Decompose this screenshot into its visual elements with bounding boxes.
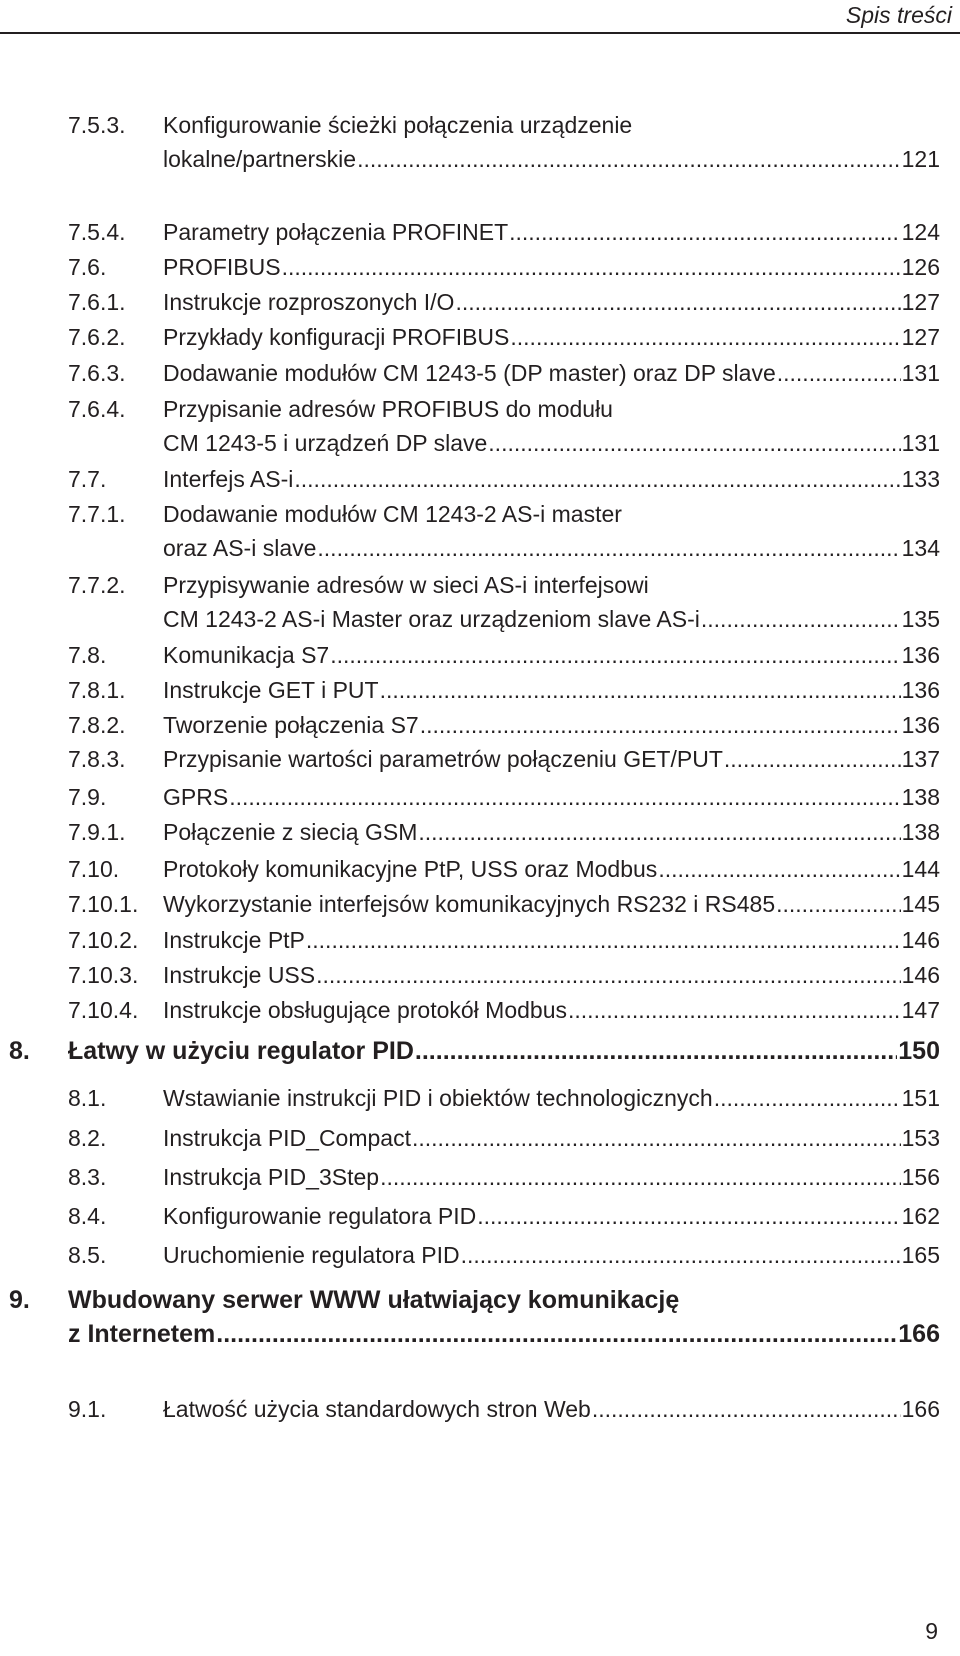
toc-entry-title-line bbox=[163, 958, 940, 992]
toc-entry-number: 7.5.4. bbox=[68, 219, 126, 245]
toc-leader-dots bbox=[509, 215, 901, 249]
toc-entry-number: 8.5. bbox=[68, 1242, 107, 1268]
toc-entry-number: 8. bbox=[9, 1037, 30, 1065]
toc-entry-title: Dodawanie modułów CM 1243-5 (DP master) oraz DP slave bbox=[163, 360, 776, 386]
toc-entry-page: 127 bbox=[901, 289, 940, 315]
toc-entry-title-line bbox=[163, 742, 940, 776]
page-header bbox=[0, 0, 960, 34]
toc-entry bbox=[0, 462, 960, 496]
toc-entry-page: 137 bbox=[901, 746, 940, 772]
toc-entry-title-line bbox=[163, 497, 940, 531]
toc-entry-page: 133 bbox=[901, 466, 940, 492]
toc-entry-title-line bbox=[163, 708, 940, 742]
toc-entry-page: 147 bbox=[901, 997, 940, 1023]
toc-leader-dots bbox=[306, 923, 901, 957]
toc-entry-title: Tworzenie połączenia S7 bbox=[163, 712, 419, 738]
toc-entry bbox=[0, 320, 960, 354]
toc-entry-page: 162 bbox=[901, 1203, 940, 1229]
toc-entry-title-line bbox=[68, 1283, 940, 1317]
toc-entry-title: Łatwy w użyciu regulator PID bbox=[68, 1037, 414, 1065]
toc-entry-page: 138 bbox=[901, 819, 940, 845]
toc-leader-dots bbox=[412, 1121, 901, 1155]
toc-entry bbox=[0, 356, 960, 390]
toc-leader-dots bbox=[229, 780, 900, 814]
toc-entry-title-line bbox=[163, 1392, 940, 1426]
toc-entry bbox=[0, 852, 960, 886]
toc-entry-number: 7.7.2. bbox=[68, 572, 126, 598]
toc-entry bbox=[0, 215, 960, 249]
toc-entry-page: 166 bbox=[901, 1396, 940, 1422]
toc-entry-title: Przykłady konfiguracji PROFIBUS bbox=[163, 324, 510, 350]
toc-entry-title: GPRS bbox=[163, 784, 229, 810]
toc-entry-number: 8.3. bbox=[68, 1164, 107, 1190]
toc-entry bbox=[0, 1392, 960, 1426]
toc-entry-number: 7.5.3. bbox=[68, 112, 126, 138]
toc-entry-page: 131 bbox=[901, 430, 940, 456]
toc-entry-title-line bbox=[163, 320, 940, 354]
toc-leader-dots bbox=[216, 1317, 897, 1351]
toc-entry-title-line bbox=[163, 602, 940, 636]
toc-entry-title: Przypisywanie adresów w sieci AS-i interfejsowi bbox=[163, 572, 649, 598]
toc-entry-page: 126 bbox=[901, 254, 940, 280]
toc-entry-title-line bbox=[163, 1199, 940, 1233]
toc-entry-title: lokalne/partnerskie bbox=[163, 146, 357, 172]
toc-entry bbox=[0, 497, 960, 565]
toc-leader-dots bbox=[461, 1238, 901, 1272]
toc-chapter bbox=[0, 1034, 960, 1068]
toc-leader-dots bbox=[380, 1160, 901, 1194]
toc-entry-number: 7.8.3. bbox=[68, 746, 126, 772]
toc-entry-title: Komunikacja S7 bbox=[163, 642, 330, 668]
toc-entry-title-line bbox=[163, 780, 940, 814]
toc-leader-dots bbox=[420, 708, 901, 742]
toc-entry-number: 7.10.4. bbox=[68, 997, 139, 1023]
toc-entry-title-line bbox=[163, 852, 940, 886]
toc-entry-title-line bbox=[163, 285, 940, 319]
toc-entry-title-line bbox=[163, 1121, 940, 1155]
toc-leader-dots bbox=[317, 531, 900, 565]
toc-entry-title: Instrukcja PID_Compact bbox=[163, 1125, 411, 1151]
toc-entry-number: 7.6.1. bbox=[68, 289, 126, 315]
toc-entry-title-line bbox=[163, 250, 940, 284]
toc-entry-page: 136 bbox=[901, 642, 940, 668]
toc-leader-dots bbox=[415, 1034, 897, 1068]
toc-entry-number: 7.8. bbox=[68, 642, 107, 668]
toc-entry-page: 127 bbox=[901, 324, 940, 350]
toc-leader-dots bbox=[701, 602, 901, 636]
toc-entry bbox=[0, 285, 960, 319]
toc-entry-page: 145 bbox=[901, 891, 940, 917]
toc-entry-page: 136 bbox=[901, 677, 940, 703]
toc-chapter bbox=[0, 1283, 960, 1351]
toc-leader-dots bbox=[357, 142, 901, 176]
toc-leader-dots bbox=[282, 250, 901, 284]
toc-entry-title-line bbox=[163, 815, 940, 849]
toc-entry-title: Instrukcje USS bbox=[163, 962, 316, 988]
toc-entry-page: 131 bbox=[901, 360, 940, 386]
toc-entry-title: oraz AS-i slave bbox=[163, 535, 317, 561]
toc-leader-dots bbox=[592, 1392, 901, 1426]
toc-entry-title-line bbox=[163, 887, 940, 921]
toc-entry bbox=[0, 250, 960, 284]
toc-entry-page: 166 bbox=[898, 1320, 940, 1348]
toc-leader-dots bbox=[418, 815, 900, 849]
toc-leader-dots bbox=[714, 1081, 901, 1115]
toc-entry-title: Instrukcje obsługujące protokół Modbus bbox=[163, 997, 568, 1023]
page-number: 9 bbox=[925, 1618, 938, 1644]
toc-entry-number: 7.8.2. bbox=[68, 712, 126, 738]
toc-entry-number: 7.6.3. bbox=[68, 360, 126, 386]
toc-entry-page: 121 bbox=[901, 146, 940, 172]
toc-entry-number: 7.9. bbox=[68, 784, 107, 810]
toc-entry-title-line bbox=[163, 392, 940, 426]
toc-entry bbox=[0, 108, 960, 176]
toc-entry-number: 9. bbox=[9, 1286, 30, 1314]
toc-entry-title-line bbox=[163, 356, 940, 390]
toc-entry-title: Interfejs AS-i bbox=[163, 466, 294, 492]
header-title: Spis treści bbox=[845, 2, 952, 28]
toc-leader-dots bbox=[330, 638, 900, 672]
toc-entry-page: 151 bbox=[901, 1085, 940, 1111]
toc-entry-title: Konfigurowanie ścieżki połączenia urządzenie bbox=[163, 112, 633, 138]
toc-leader-dots bbox=[658, 852, 900, 886]
toc-entry-number: 7.10. bbox=[68, 856, 120, 882]
toc-entry-page: 156 bbox=[901, 1164, 940, 1190]
toc-entry-title: Uruchomienie regulatora PID bbox=[163, 1242, 460, 1268]
toc-leader-dots bbox=[455, 285, 900, 319]
toc-entry-number: 8.4. bbox=[68, 1203, 107, 1229]
toc-entry bbox=[0, 392, 960, 460]
toc-entry-title: z Internetem bbox=[68, 1320, 216, 1348]
toc-leader-dots bbox=[380, 673, 901, 707]
toc-entry-page: 146 bbox=[901, 962, 940, 988]
toc-entry-title: Instrukcje PtP bbox=[163, 927, 305, 953]
toc-entry bbox=[0, 708, 960, 742]
toc-entry bbox=[0, 1238, 960, 1272]
toc-entry-title: Przypisanie adresów PROFIBUS do modułu bbox=[163, 396, 613, 422]
toc-entry-title: Połączenie z siecią GSM bbox=[163, 819, 418, 845]
toc-leader-dots bbox=[316, 958, 901, 992]
toc-entry-number: 7.6. bbox=[68, 254, 107, 280]
toc-entry-title: Konfigurowanie regulatora PID bbox=[163, 1203, 477, 1229]
toc-entry-title: Instrukcje GET i PUT bbox=[163, 677, 379, 703]
toc-entry-title: PROFIBUS bbox=[163, 254, 281, 280]
toc-entry-number: 7.7. bbox=[68, 466, 107, 492]
toc-entry-title: Wbudowany serwer WWW ułatwiający komunikację bbox=[68, 1286, 680, 1314]
toc-entry-title: Przypisanie wartości parametrów połączeniu GET/PUT bbox=[163, 746, 723, 772]
toc-entry-page: 146 bbox=[901, 927, 940, 953]
toc-entry bbox=[0, 673, 960, 707]
toc-entry-title: Instrukcje rozproszonych I/O bbox=[163, 289, 455, 315]
toc-entry bbox=[0, 923, 960, 957]
toc-entry-title: Parametry połączenia PROFINET bbox=[163, 219, 509, 245]
toc-entry-title-line bbox=[163, 638, 940, 672]
toc-entry-number: 8.2. bbox=[68, 1125, 107, 1151]
toc-entry-number: 7.6.4. bbox=[68, 396, 126, 422]
toc-entry-number: 7.8.1. bbox=[68, 677, 126, 703]
toc-entry-title-line bbox=[163, 426, 940, 460]
toc-leader-dots bbox=[477, 1199, 900, 1233]
toc-entry-title-line bbox=[163, 993, 940, 1027]
toc-entry-number: 7.10.2. bbox=[68, 927, 139, 953]
toc-entry-title: Łatwość użycia standardowych stron Web bbox=[163, 1396, 591, 1422]
toc-leader-dots bbox=[776, 887, 901, 921]
toc-entry-page: 134 bbox=[901, 535, 940, 561]
toc-entry bbox=[0, 958, 960, 992]
toc-entry-title-line bbox=[163, 215, 940, 249]
toc-entry-title: Wykorzystanie interfejsów komunikacyjnych RS232 i RS485 bbox=[163, 891, 776, 917]
toc-entry bbox=[0, 887, 960, 921]
toc-entry-title: CM 1243-5 i urządzeń DP slave bbox=[163, 430, 488, 456]
toc-leader-dots bbox=[294, 462, 900, 496]
toc-entry-title: Dodawanie modułów CM 1243-2 AS-i master bbox=[163, 501, 622, 527]
toc-entry bbox=[0, 780, 960, 814]
toc-leader-dots bbox=[724, 742, 901, 776]
toc-entry-title-line bbox=[163, 923, 940, 957]
toc-entry-title-line bbox=[163, 108, 940, 142]
toc-entry-title: Protokoły komunikacyjne PtP, USS oraz Modbus bbox=[163, 856, 658, 882]
toc-entry-title: Instrukcja PID_3Step bbox=[163, 1164, 380, 1190]
toc-entry bbox=[0, 815, 960, 849]
toc-leader-dots bbox=[568, 993, 901, 1027]
toc-entry-title-line bbox=[163, 142, 940, 176]
toc-entry-page: 138 bbox=[901, 784, 940, 810]
toc-leader-dots bbox=[488, 426, 900, 460]
toc-entry-number: 7.9.1. bbox=[68, 819, 126, 845]
toc-entry-number: 7.6.2. bbox=[68, 324, 126, 350]
toc-entry-title-line bbox=[68, 1034, 940, 1068]
toc-entry bbox=[0, 1199, 960, 1233]
toc-entry-number: 7.7.1. bbox=[68, 501, 126, 527]
toc-entry bbox=[0, 1121, 960, 1155]
toc-entry-page: 150 bbox=[898, 1037, 940, 1065]
toc-entry-page: 144 bbox=[901, 856, 940, 882]
toc-entry bbox=[0, 993, 960, 1027]
toc-entry-title-line bbox=[163, 568, 940, 602]
toc-entry bbox=[0, 742, 960, 776]
toc-entry-title-line bbox=[163, 462, 940, 496]
toc-entry-title: Wstawianie instrukcji PID i obiektów technologicznych bbox=[163, 1085, 713, 1111]
toc-entry-number: 7.10.3. bbox=[68, 962, 139, 988]
toc-entry-title-line bbox=[163, 673, 940, 707]
toc-entry-page: 165 bbox=[901, 1242, 940, 1268]
toc-entry-page: 124 bbox=[901, 219, 940, 245]
toc-entry-number: 9.1. bbox=[68, 1396, 107, 1422]
toc-entry-title: CM 1243-2 AS-i Master oraz urządzeniom slave AS-i bbox=[163, 606, 700, 632]
toc-leader-dots bbox=[777, 356, 901, 390]
toc-entry-title-line bbox=[68, 1317, 940, 1351]
toc-entry-number: 7.10.1. bbox=[68, 891, 139, 917]
toc-entry-number: 8.1. bbox=[68, 1085, 107, 1111]
toc-entry-page: 153 bbox=[901, 1125, 940, 1151]
toc-entry-title-line bbox=[163, 1160, 940, 1194]
toc-entry-page: 135 bbox=[901, 606, 940, 632]
toc-entry-title-line bbox=[163, 1238, 940, 1272]
toc-entry-title-line bbox=[163, 1081, 940, 1115]
toc-leader-dots bbox=[510, 320, 900, 354]
toc-entry-page: 136 bbox=[901, 712, 940, 738]
toc-entry bbox=[0, 638, 960, 672]
header-divider bbox=[0, 32, 960, 34]
toc-entry bbox=[0, 568, 960, 636]
toc-entry bbox=[0, 1081, 960, 1115]
toc-entry bbox=[0, 1160, 960, 1194]
toc-entry-title-line bbox=[163, 531, 940, 565]
